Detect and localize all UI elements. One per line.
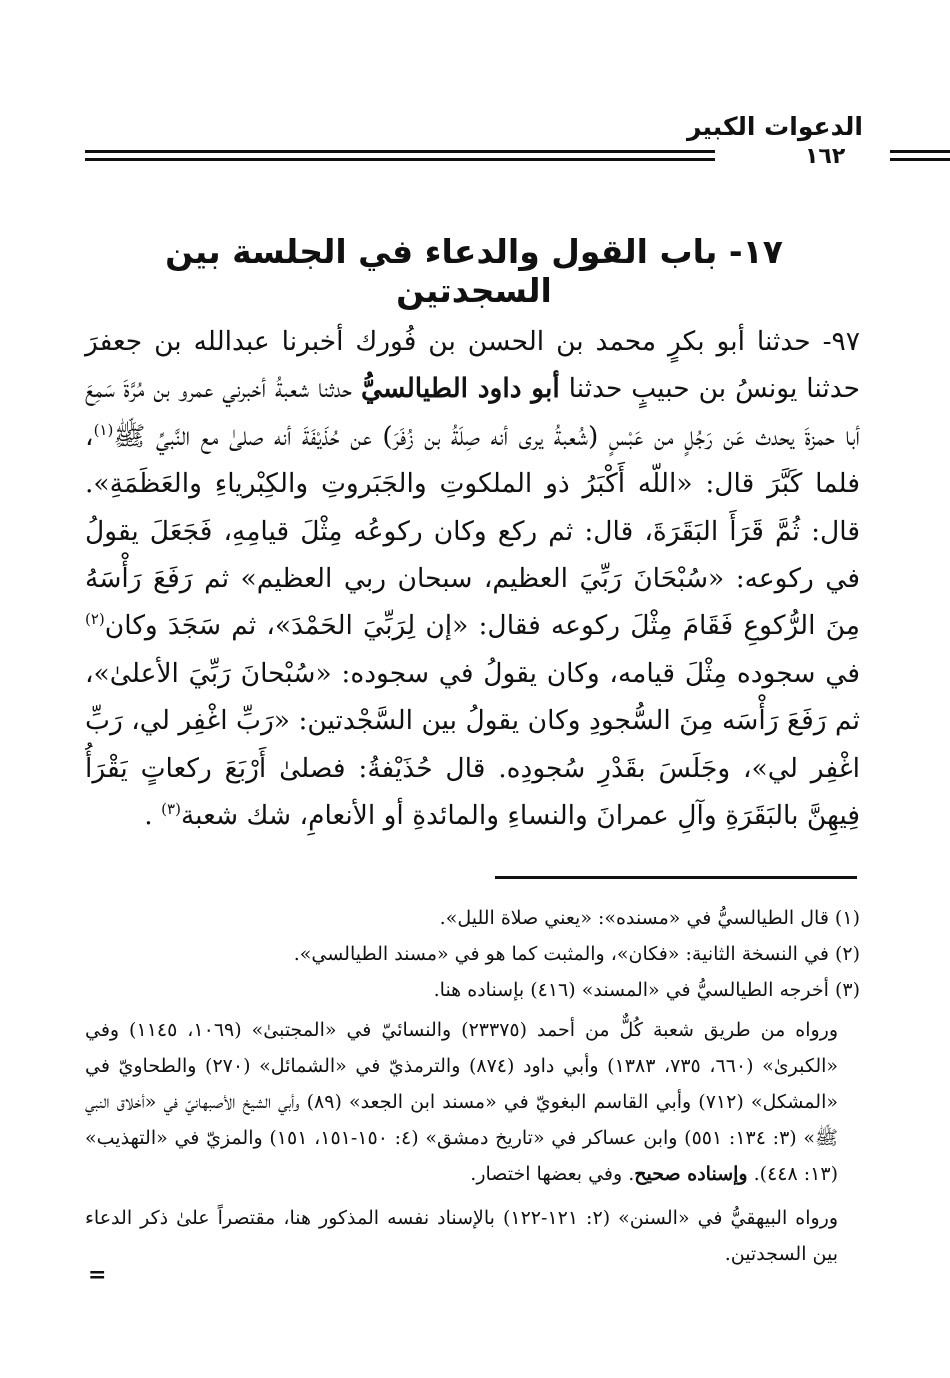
hadith-part-1: ٩٧- حدثنا أبو بكرٍ محمد بن الحسن بن فُورك أخبرنا عبدالله بن جعفرَ حدثنا يونسُ بن حبيبٍ حدثنا <box>85 326 860 405</box>
footnote-3-grading: وإسناده صحيح <box>634 1163 748 1185</box>
hadith-part-2: حدثنا شعبةُ أخبرني عمرو بن مُرَّةَ سَمِعَ أبا حمزةَ يحدث عَن رَجُلٍ من عَبْسٍ (شُعبةُ يرى أنه صِلَةُ بن زُفَرَ) عن حُذَيْفَةَ أنه صلىٰ مع النَّبيِّ ﷺ <box>85 373 860 452</box>
footnote-ref-3[interactable]: (٣) <box>161 800 181 819</box>
footnote-2: (٢) في النسخة الثانية: «فكان»، والمثبت كما هو في «مسند الطيالسي». <box>293 943 860 965</box>
footnote-ref-2[interactable]: (٢) <box>85 610 105 629</box>
header-rule-short-top <box>890 150 950 153</box>
footnotes <box>85 900 860 1272</box>
chapter-title: ١٧- باب القول والدعاء في الجلسة بين السجدتين <box>165 232 783 310</box>
page-header <box>85 100 863 170</box>
footnote-3-text-b: . وفي بعضها اختصار. <box>470 1163 635 1185</box>
book-title: الدعوات الكبير <box>686 112 863 141</box>
continuation-mark: = <box>88 1262 107 1288</box>
page-number: ١٦٢ <box>805 144 846 169</box>
footnote-ref-1[interactable]: (١) <box>93 420 114 439</box>
hadith-part-4: في سجوده مِثْلَ قيامه، وكان يقولُ في سجوده: «سُبْحانَ رَبِّيَ الأعلىٰ»، ثم رَفَعَ رَأْسَه مِنَ السُّجودِ وكان يقولُ بين السَّجْدتين: «رَبِّ اغْفِر لي، رَبِّ اغْفِر لي»، وجَلَسَ بقَدْرِ سُجودِه. قال حُذَيْفةُ: فصلىٰ أَرْبَعَ ركعاتٍ يَقْرَأُ فِيهِنَّ بالبَقَرَةِ وآلِ عمرانَ والنساءِ والمائدةِ أو الأنعامِ، شك شعبة <box>85 657 860 832</box>
header-rule-bottom <box>85 158 715 161</box>
header-rule-short-bottom <box>890 158 950 161</box>
footnote-3-paragraph-1 <box>85 1012 860 1192</box>
footnote-separator <box>495 876 857 879</box>
narrator-name: أبو داود الطيالسيُّ <box>360 373 560 405</box>
header-rule-top <box>85 150 715 153</box>
footnote-3: (٣) أخرجه الطيالسيُّ في «المسند» (٤١٦) بإسناده هنا. <box>433 979 860 1001</box>
hadith-part-5: . <box>144 800 162 832</box>
hadith-text <box>85 318 860 839</box>
footnote-1: (١) قال الطيالسيُّ في «مسنده»: «يعني صلاة الليل». <box>439 907 860 929</box>
footnote-3-paragraph-2: ورواه البيهقيُّ في «السنن» (٢: ١٢١-١٢٢) بالإسناد نفسه المذكور هنا، مقتصراً علىٰ ذكر الدعاء بين السجدتين. <box>85 1207 839 1265</box>
footnote-3-text-a: ورواه من طريق شعبة كُلٌّ من أحمد (٢٣٣٧٥) والنسائيّ في «المجتبىٰ» (١٠٦٩، ١١٤٥) وفي «الكبرىٰ» (٦٦٠، ٧٣٥، ١٣٨٣) وأبي داود (٨٧٤) والترمذيّ في «الشمائل» (٢٧٠) والطحاويّ في «المشكل» (٧١٢) وأبي القاسم البغويّ في «مسند ابن الجعد» (٨٩) وأبي الشيخ الأصبهانيّ في «أخلاق النبي ﷺ» (٣: ١٣٤: ٥٥١) وابن عساكر في «تاريخ دمشق» (٤: ١٥٠-١٥١، ١٥١) والمزيّ في «التهذيب» (١٣: ٤٤٨). <box>85 1019 839 1185</box>
hadith-part-3: ، فلما كَبَّرَ قال: «اللّه أَكْبَرُ ذو الملكوتِ والجَبَروتِ والكِبْرياءِ والعَظَمَةِ». قال: ثُمَّ قَرَأَ البَقَرَةَ، قال: ثم ركع وكان ركوعُه مِثْلَ قيامِهِ، فَجَعَلَ يقولُ في ركوعه: «سُبْحَانَ رَبِّيَ العظيم، سبحان ربي العظيم» ثم رَفَعَ رَأْسَهُ مِنَ الرُّكوعِ فَقَامَ مِثْلَ ركوعه فقال: «إن لِرَبِّيَ الحَمْدَ»، ثم سَجَدَ وكان <box>85 420 860 642</box>
